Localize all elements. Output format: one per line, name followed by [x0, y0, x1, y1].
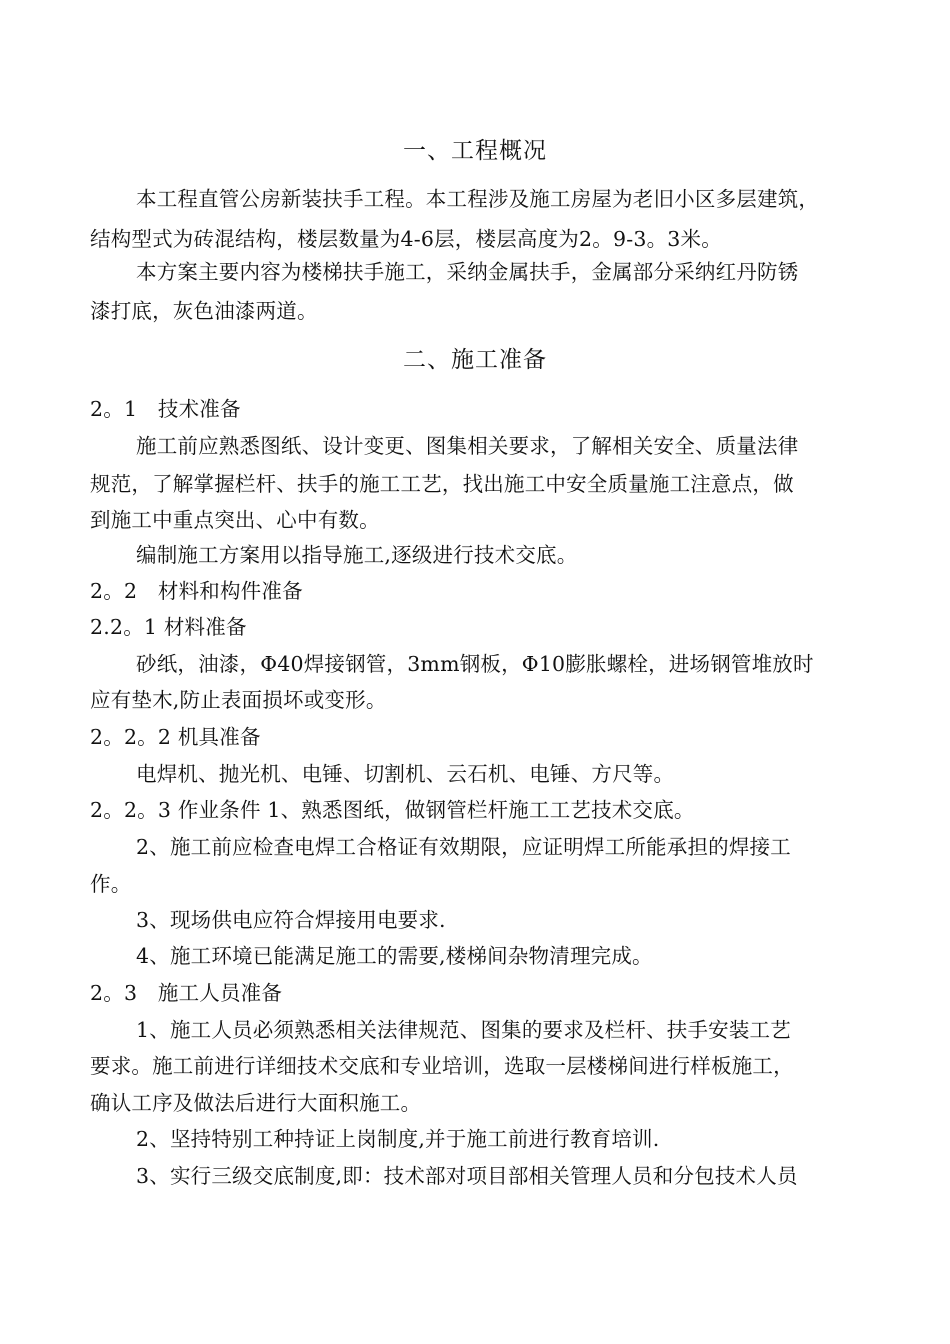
paragraph-line: 确认工序及做法后进行大面积施工。: [90, 1091, 422, 1115]
subsection-title: 2。2。2 机具准备: [90, 725, 261, 749]
subsection-title: 2。1 技术准备: [90, 397, 241, 421]
list-item: 2、坚持特别工种持证上岗制度,并于施工前进行教育培训.: [136, 1127, 660, 1151]
paragraph-line: 到施工中重点突出、心中有数。: [90, 508, 380, 532]
paragraph-line: 施工前应熟悉图纸、设计变更、图集相关要求，了解相关安全、质量法律: [136, 434, 799, 458]
paragraph-line: 砂纸，油漆，Φ40焊接钢管，3mm钢板，Φ10膨胀螺栓，进场钢管堆放时: [136, 652, 814, 676]
subsection-title: 2。2 材料和构件准备: [90, 579, 303, 603]
list-item: 3、实行三级交底制度,即：技术部对项目部相关管理人员和分包技术人员: [136, 1164, 798, 1188]
paragraph-line: 编制施工方案用以指导施工,逐级进行技术交底。: [136, 543, 578, 567]
paragraph-line: 本工程直管公房新装扶手工程。本工程涉及施工房屋为老旧小区多层建筑，: [136, 187, 820, 211]
paragraph-line: 本方案主要内容为楼梯扶手施工，采纳金属扶手，金属部分采纳红丹防锈: [136, 260, 799, 284]
subsection-title: 2。3 施工人员准备: [90, 981, 283, 1005]
list-item: 2、施工前应检查电焊工合格证有效期限，应证明焊工所能承担的焊接工: [136, 835, 791, 859]
paragraph-line: 规范，了解掌握栏杆、扶手的施工工艺，找出施工中安全质量施工注意点，做: [90, 472, 794, 496]
subsection-title: 2。2。3 作业条件 1、熟悉图纸，做钢管栏杆施工工艺技术交底。: [90, 798, 695, 822]
section-heading-overview: 一、工程概况: [403, 138, 547, 164]
paragraph-line: 要求。施工前进行详细技术交底和专业培训，选取一层楼梯间进行样板施工，: [90, 1054, 794, 1078]
list-item: 4、施工环境已能满足施工的需要,楼梯间杂物清理完成。: [136, 944, 653, 968]
list-item: 1、施工人员必须熟悉相关法律规范、图集的要求及栏杆、扶手安装工艺: [136, 1018, 791, 1042]
paragraph-line: 漆打底，灰色油漆两道。: [90, 299, 318, 323]
paragraph-line: 电焊机、抛光机、电锤、切割机、云石机、电锤、方尺等。: [136, 762, 675, 786]
list-item: 3、现场供电应符合焊接用电要求.: [136, 908, 446, 932]
paragraph-line: 作。: [90, 872, 132, 896]
paragraph-line: 应有垫木,防止表面损坏或变形。: [90, 688, 387, 712]
section-heading-preparation: 二、施工准备: [403, 347, 547, 373]
paragraph-line: 结构型式为砖混结构，楼层数量为4-6层，楼层高度为2。9-3。3米。: [90, 227, 722, 251]
subsection-title: 2.2。1 材料准备: [90, 615, 247, 639]
